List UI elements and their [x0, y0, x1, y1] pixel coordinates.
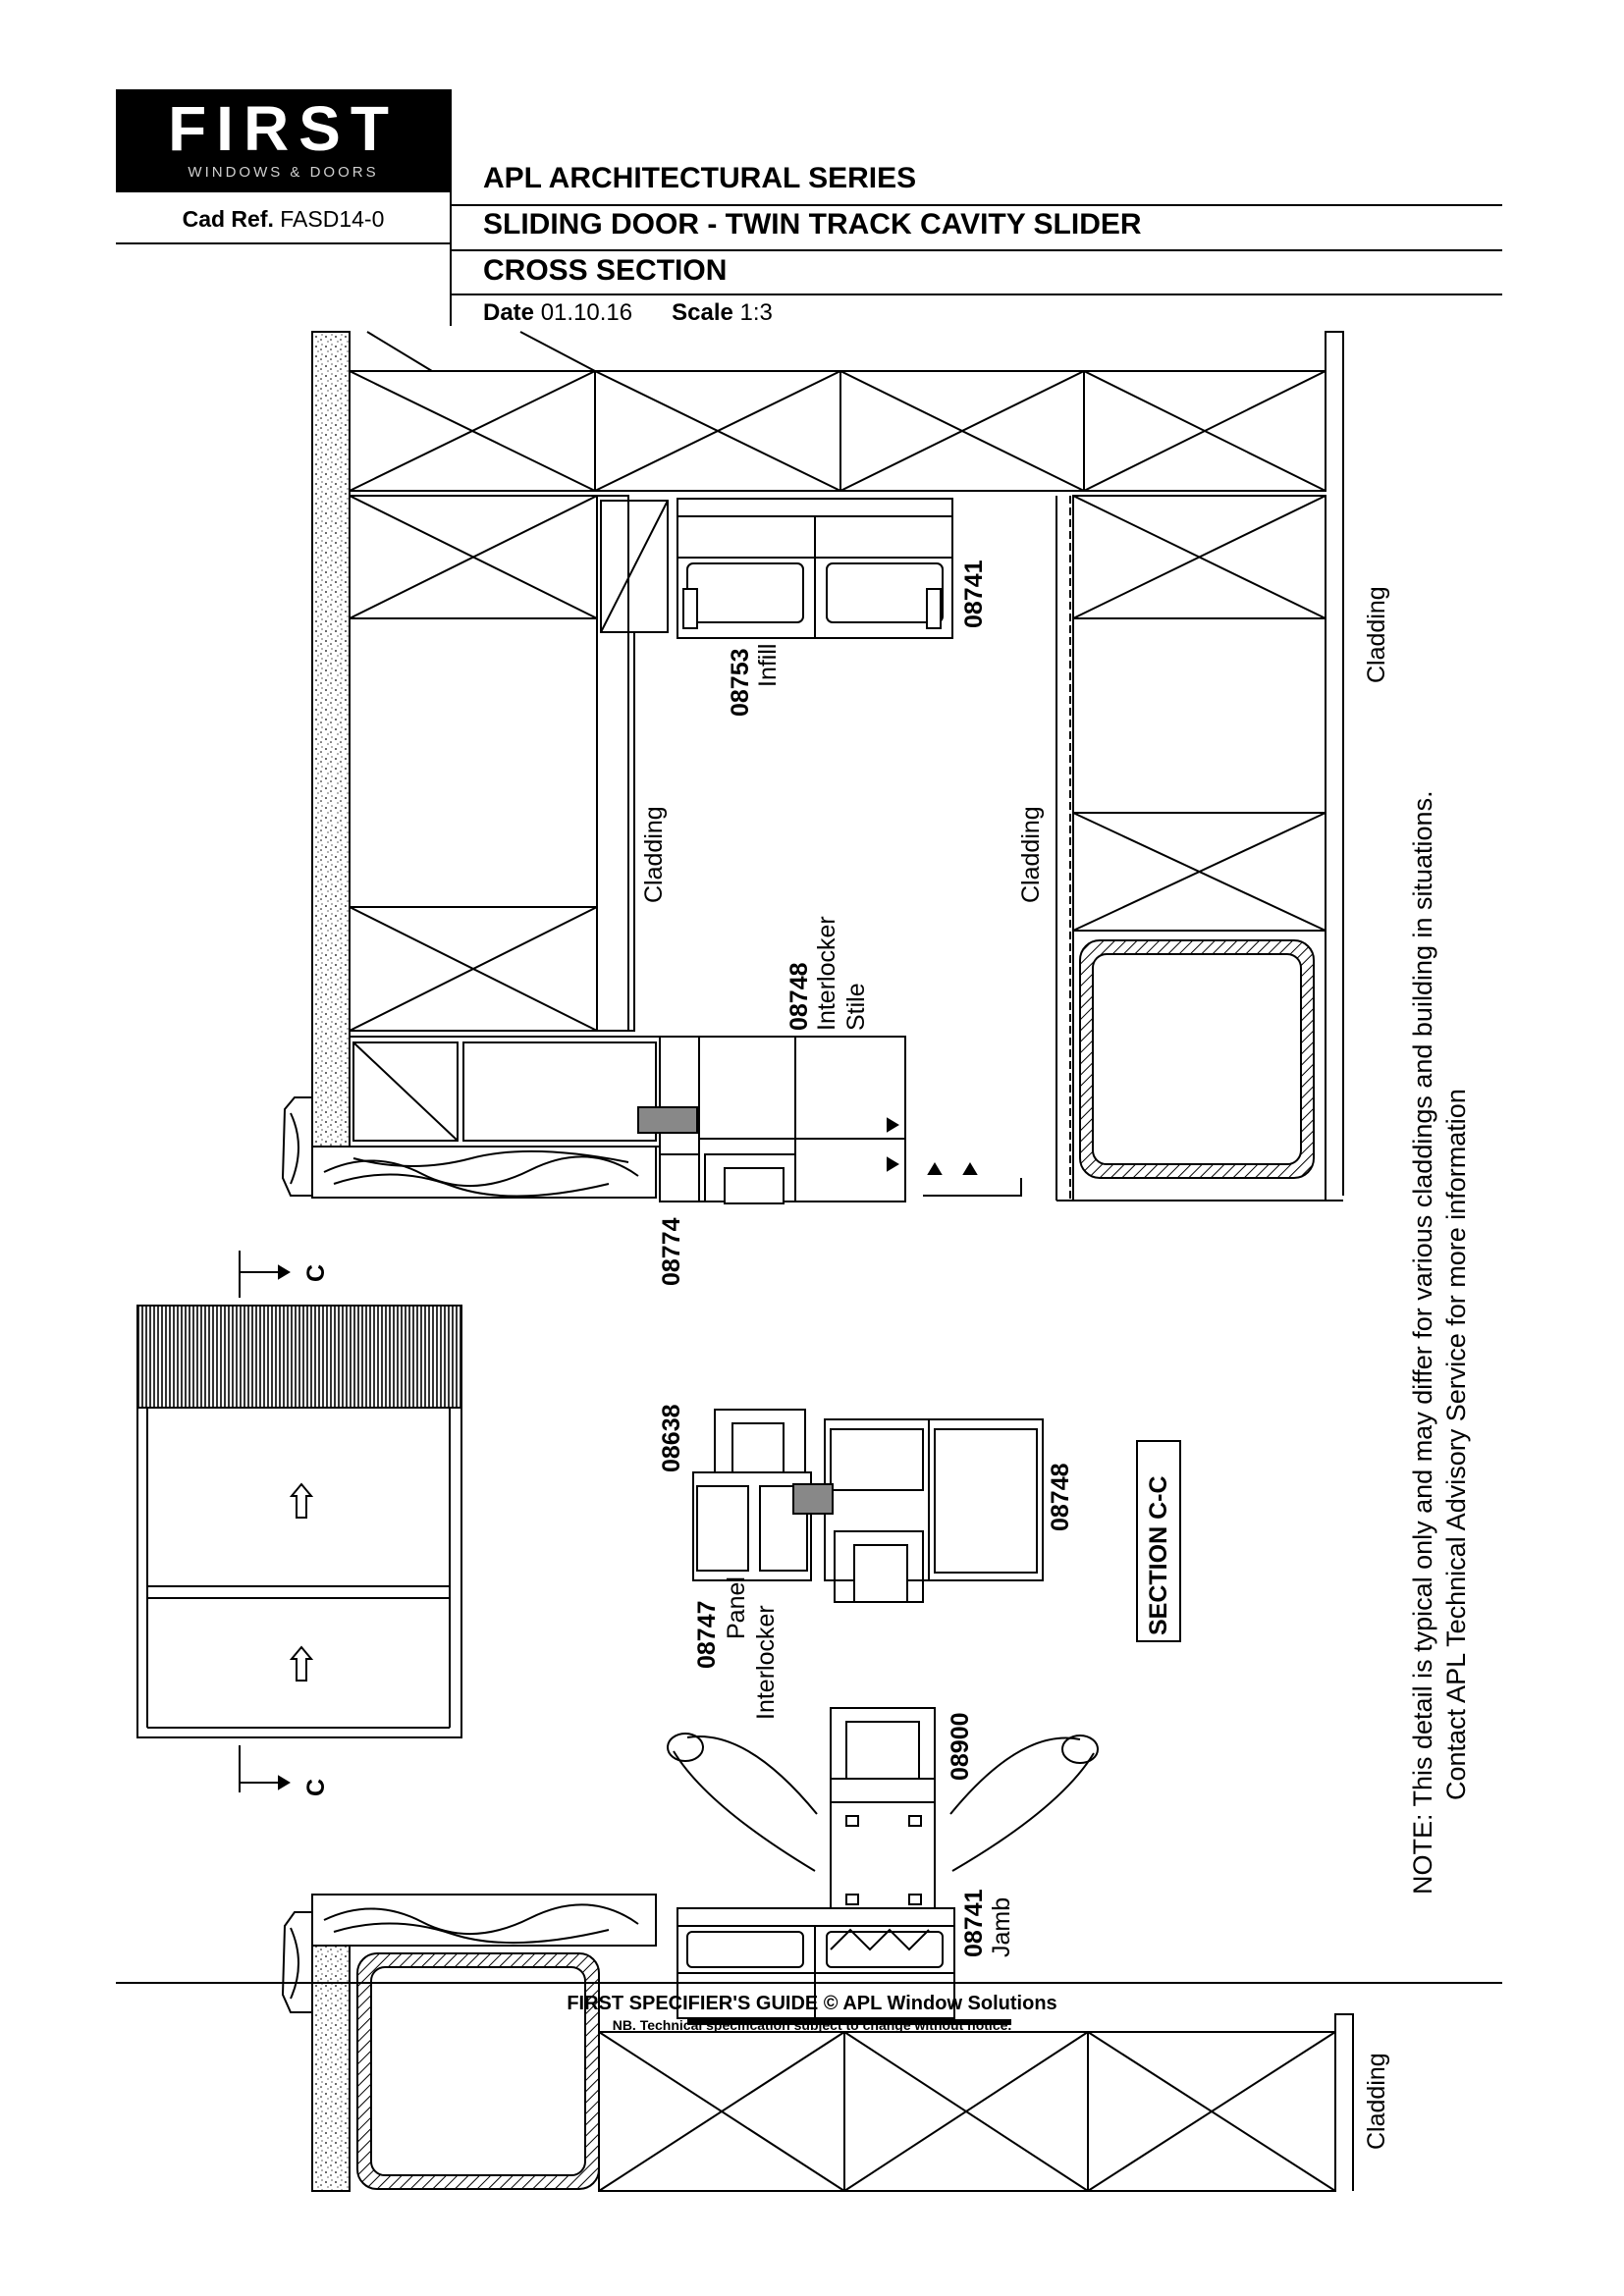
note-line-2: Contact APL Technical Advisory Service for more information [1441, 1089, 1471, 1800]
label-08900: 08900 [947, 1712, 974, 1781]
date-label: Date [483, 299, 535, 326]
wall-render [312, 332, 350, 1196]
label-08748-top: 08748 [785, 962, 813, 1031]
product-title: SLIDING DOOR - TWIN TRACK CAVITY SLIDER [483, 208, 1142, 240]
label-infill: Infill [754, 643, 782, 687]
label-08774: 08774 [658, 1217, 685, 1286]
label-stile: Stile [842, 983, 870, 1031]
label-08638: 08638 [658, 1404, 685, 1472]
label-interlocker-section: Interlocker [752, 1605, 780, 1720]
section-marker-bottom: C [302, 1778, 330, 1796]
scale-value: 1:3 [739, 299, 773, 326]
label-panel: Panel [723, 1576, 750, 1639]
note-line-1: NOTE: This detail is typical only and may differ for various claddings and building in situations. [1408, 790, 1437, 1895]
date-scale-line [483, 299, 773, 327]
cladding-label-right-top: Cladding [1363, 586, 1390, 683]
label-08747: 08747 [693, 1600, 721, 1669]
logo-wordmark: FIRST [168, 93, 399, 164]
label-interlocker-top: Interlocker [813, 916, 840, 1031]
cladding-label-center-left: Cladding [640, 806, 668, 903]
series-title: APL ARCHITECTURAL SERIES [483, 162, 917, 194]
cad-ref-label: Cad Ref. [182, 206, 274, 232]
cad-reference [116, 206, 451, 233]
cad-ref-value: FASD14-0 [280, 206, 385, 232]
brand-logo [116, 89, 451, 192]
section-marker-top: C [302, 1263, 330, 1282]
footer-disclaimer: NB. Technical specification subject to change without notice. [612, 2017, 1012, 2033]
date-value: 01.10.16 [540, 299, 633, 326]
label-08748-section: 08748 [1047, 1463, 1074, 1531]
footer-guide: FIRST SPECIFIER'S GUIDE © APL Window Solutions [567, 1993, 1057, 2014]
label-jamb: Jamb [988, 1896, 1015, 1957]
label-08741-top: 08741 [960, 560, 988, 628]
scale-label: Scale [672, 299, 733, 326]
logo-tagline: WINDOWS & DOORS [188, 164, 379, 181]
cladding-label-center-right: Cladding [1017, 806, 1045, 903]
view-title: CROSS SECTION [483, 254, 728, 287]
cladding-label-right-bottom: Cladding [1363, 2053, 1390, 2150]
section-cc-title: SECTION C-C [1145, 1475, 1172, 1635]
label-08741-jamb: 08741 [960, 1889, 988, 1957]
label-08753: 08753 [727, 648, 754, 717]
